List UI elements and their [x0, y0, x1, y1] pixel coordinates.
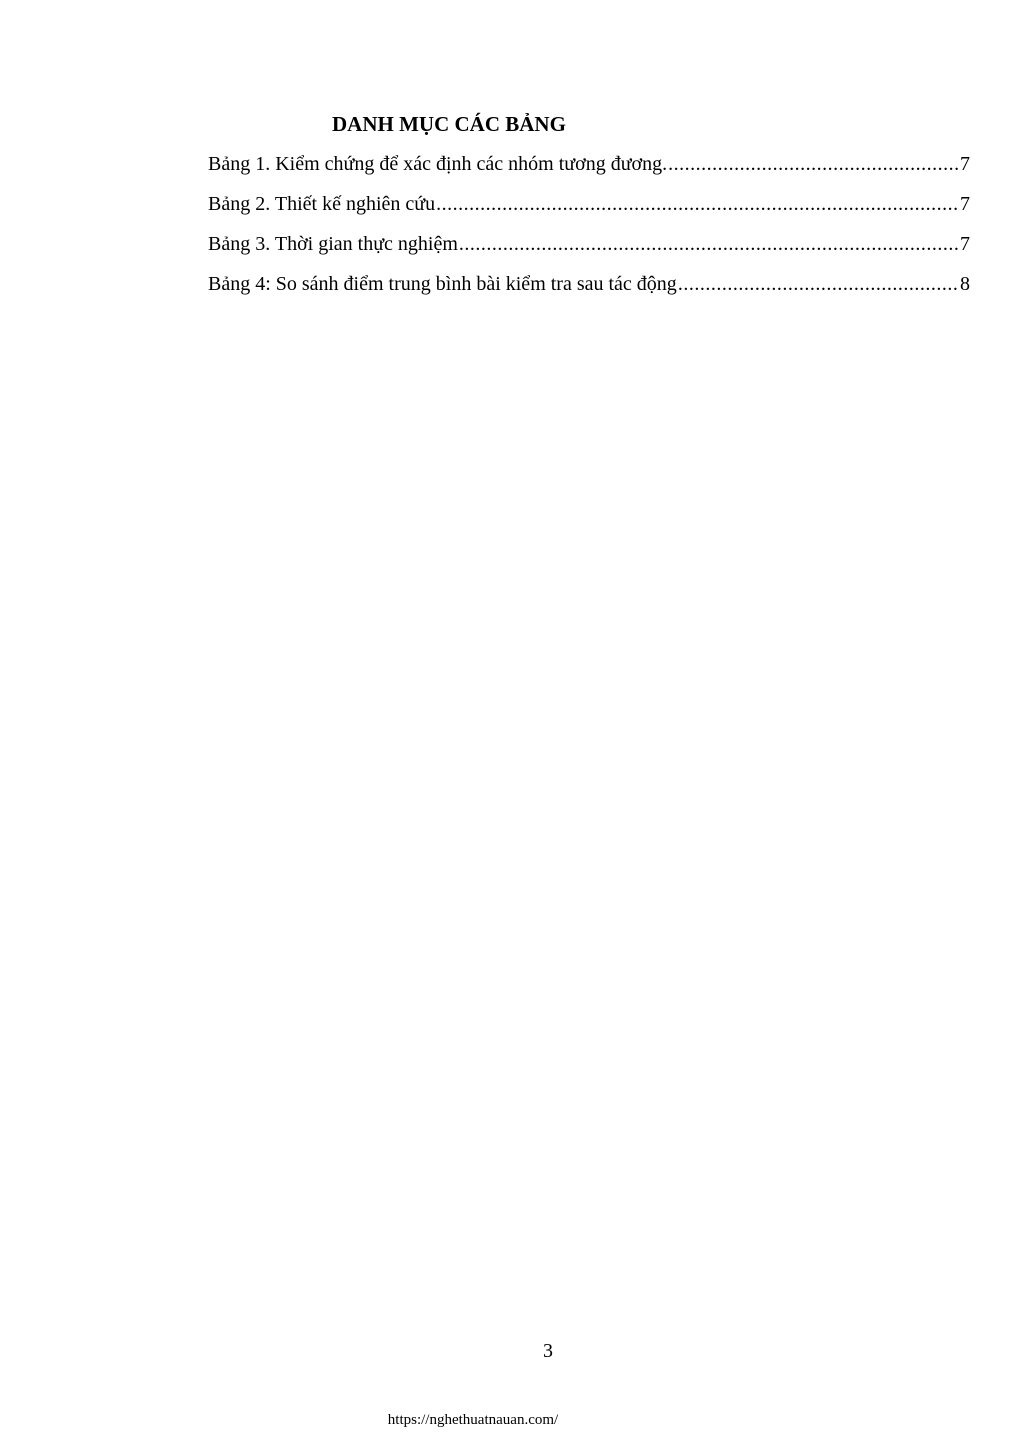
toc-entry-2[interactable]	[208, 190, 970, 230]
toc-entry-page: 7	[960, 193, 970, 215]
page-number: 3	[543, 1340, 553, 1362]
toc-entry-page: 7	[960, 233, 970, 255]
toc-entry-label: Bảng 4: So sánh điểm trung bình bài kiểm tra sau tác động	[208, 273, 677, 295]
toc-entry-page: 7	[960, 153, 970, 175]
toc-entry-label: Bảng 3. Thời gian thực nghiệm	[208, 233, 458, 255]
footer-url[interactable]: https://nghethuatnauan.com/	[387, 1412, 559, 1428]
dot-leader	[436, 190, 959, 218]
toc-entry-1[interactable]	[208, 150, 970, 190]
dot-leader	[668, 150, 959, 178]
toc-entry-label: Bảng 2. Thiết kế nghiên cứu	[208, 193, 436, 215]
dot-leader	[459, 230, 959, 258]
dot-leader	[678, 270, 959, 298]
toc-entry-4[interactable]	[208, 270, 970, 310]
toc-entry-label: Bảng 1. Kiểm chứng để xác định các nhóm tương đương.	[208, 153, 668, 175]
page-title: DANH MỤC CÁC BẢNG	[332, 112, 566, 136]
table-list	[208, 150, 970, 310]
toc-entry-page: 8	[960, 273, 970, 295]
toc-entry-3[interactable]	[208, 230, 970, 270]
